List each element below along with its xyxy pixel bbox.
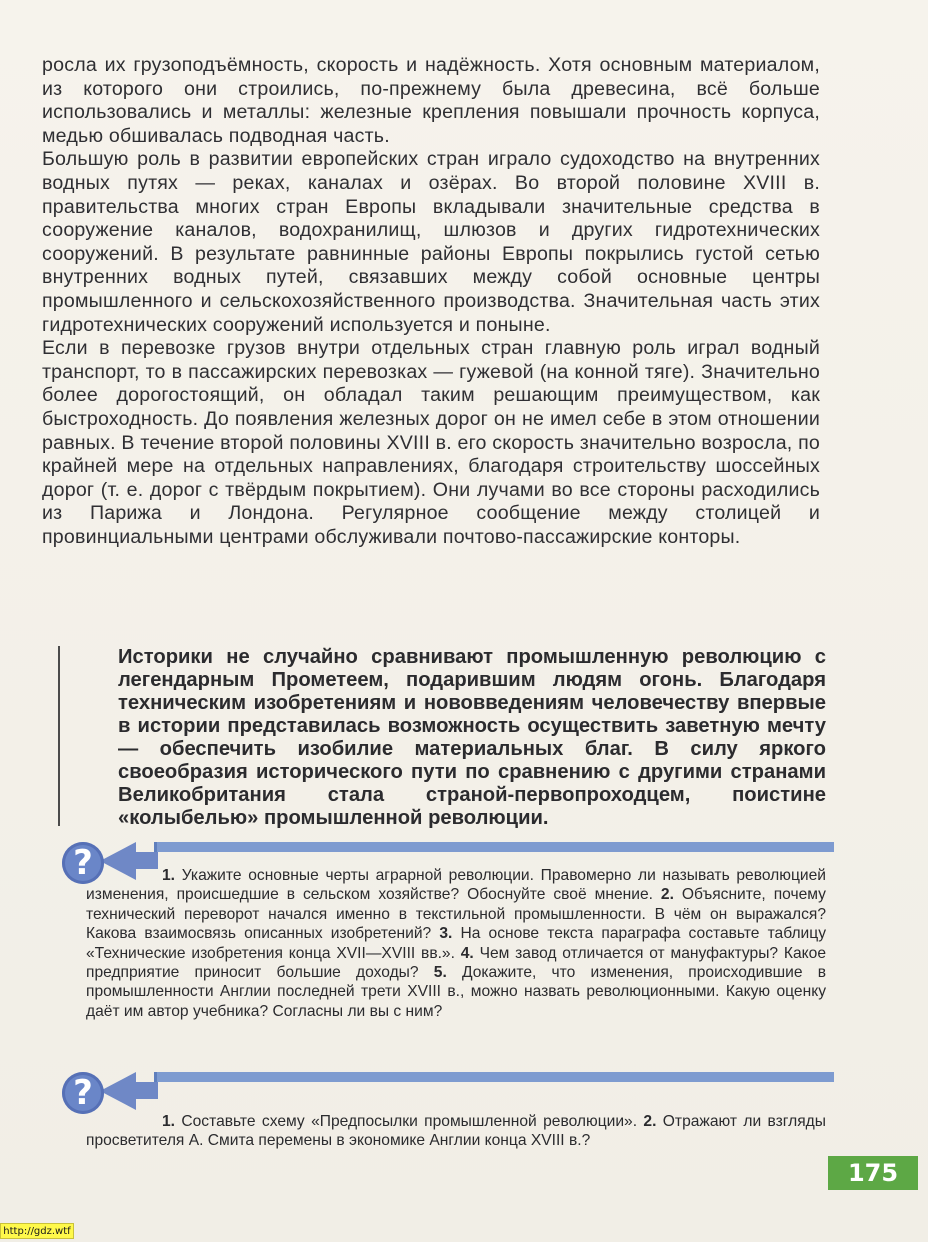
- question-text: Составьте схему «Предпосылки промышленной революции».: [175, 1113, 644, 1130]
- arrow-tail: [132, 1082, 158, 1099]
- page-number: 175: [828, 1156, 918, 1190]
- question-text: Объясните, почему технический переворот начался именно в текстильной промышленности. В чём он выражался? Какова взаимосвязь описанных изобретений?: [86, 886, 826, 943]
- questions-block-1: [62, 842, 834, 1082]
- questions-bar: [154, 1072, 834, 1082]
- question-number: 5.: [433, 964, 447, 982]
- question-text: На основе текста параграфа составьте таблицу «Технические изобретения конца XVII—XVIII вв.».: [86, 925, 826, 962]
- question-number: 4.: [460, 944, 474, 962]
- highlight-box: [58, 646, 832, 829]
- question-mark-icon: ?: [62, 1072, 104, 1114]
- paragraph-inland-waterways: Большую роль в развитии европейских стран играло судоходство на внутренних водных путях — реках, каналах и озёрах. Во второй половине XVIII в. правительства многих стран Европы вкладывали значительные средства в сооружение каналов, водохранилищ, шлюзов и других гидротехнических сооружений. В результате равнинные районы Европы покрылись густой сетью внутренних водных путей, связавших между собой основные центры промышленного и сельскохозяйственного производства. Значительная часть этих гидротехнических сооружений используется и поныне.: [42, 148, 820, 336]
- question-number: 3.: [439, 925, 453, 943]
- questions-bar: [154, 842, 834, 852]
- question-text: Отражают ли взгляды просветителя А. Смита перемены в экономике Англии конца XVIII в.?: [86, 1113, 826, 1150]
- question-number: 2.: [643, 1113, 657, 1130]
- question-number: 1.: [162, 1113, 176, 1130]
- question-text: Докажите, что изменения, происходившие в промышленности Англии последней трети XVIII в., можно назвать революционными. Какую оценку даёт им автор учебника? Согласны ли вы с ним?: [86, 964, 826, 1020]
- arrow-left-icon: [100, 1072, 136, 1110]
- watermark-link[interactable]: http://gdz.wtf: [0, 1223, 74, 1239]
- questions-text-1: [86, 866, 826, 1021]
- question-mark-icon: ?: [62, 842, 104, 884]
- question-number: 1.: [162, 867, 176, 884]
- question-number: 2.: [660, 886, 674, 904]
- paragraph-horse-transport: Если в перевозке грузов внутри отдельных стран главную роль играл водный транспорт, то в пассажирских перевозках — гужевой (на конной тяге). Значительно более дорогостоящий, он обладал таким решающим преимуществом, как быстроходность. До появления железных дорог он не имел себе в этом отношении равных. В течение второй половины XVIII в. его скорость значительно возросла, по крайней мере на отдельных направлениях, благодаря строительству шоссейных дорог (т. е. дорог с твёрдым покрытием). Они лучами во все стороны расходились из Парижа и Лондона. Регулярное сообщение между столицей и провинциальными центрами обслуживали почтово-пассажирские конторы.: [42, 337, 820, 548]
- paragraph-shipbuilding: росла их грузоподъёмность, скорость и надёжность. Хотя основным материалом, из которого они строились, по-прежнему была древесина, всё больше использовались и металлы: железные крепления повышали прочность корпуса, медью обшивалась подводная часть.: [42, 54, 820, 147]
- question-text: Чем завод отличается от мануфактуры? Какое предприятие приносит большие доходы?: [86, 944, 826, 982]
- questions-text-2: [86, 1112, 826, 1151]
- question-text: Укажите основные черты аграрной революции. Правомерно ли называть революцией изменения, происшедшие в сельском хозяйстве? Обоснуйте своё мнение.: [86, 867, 826, 904]
- questions-block-2: [62, 1072, 834, 1162]
- main-text: [42, 54, 820, 549]
- highlight-text: Историки не случайно сравнивают промышленную революцию с легендарным Прометеем, подарившим людям огонь. Благодаря техническим изобретениям и нововведениям человечеству впервые в истории представилась возможность осуществить заветную мечту — обеспечить изобилие материальных благ. В силу яркого своеобразия исторического пути по сравнению с другими странами Великобритания стала страной-первопроходцем, поистине «колыбелью» промышленной революции.: [118, 646, 826, 829]
